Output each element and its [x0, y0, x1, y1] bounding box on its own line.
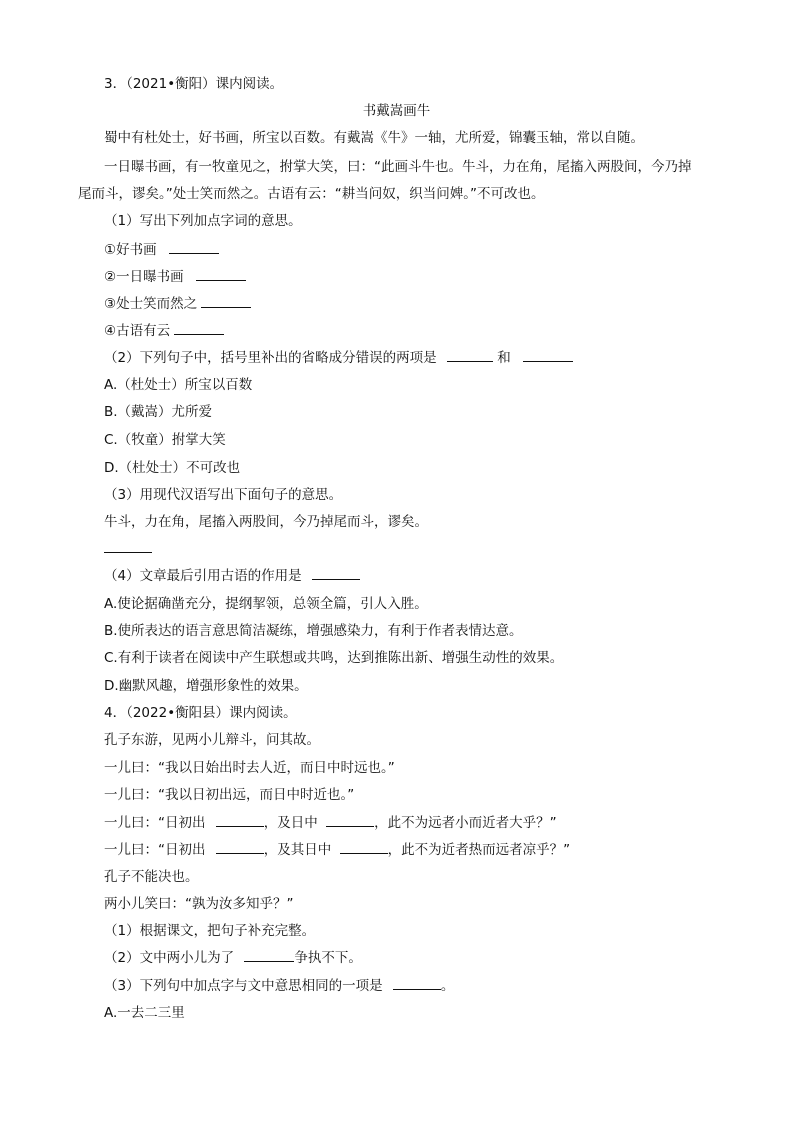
q4-sub3-prompt: （3）下列句中加点字与文中意思相同的一项是 。: [104, 978, 455, 994]
answer-blank[interactable]: [340, 852, 388, 854]
q3-sub2-option-a: A.（杜处士）所宝以百数: [104, 377, 253, 393]
passage-paragraph-2-line-2: 尾而斗，谬矣。”处士笑而然之。古语有云：“耕当问奴，织当问婢。”不可改也。: [78, 186, 545, 202]
q4-line-2: 一儿曰：“我以日始出时去人近，而日中时远也。”: [104, 760, 395, 776]
q4-line-5: 一儿曰：“日初出 ，及其日中 ，此不为近者热而远者凉乎？”: [104, 842, 571, 858]
q4-line-3: 一儿曰：“我以日初出远，而日中时近也。”: [104, 787, 355, 803]
answer-blank[interactable]: [174, 333, 224, 335]
q3-sub1-item-3: ③处士笑而然之: [104, 294, 251, 314]
answer-blank[interactable]: [169, 252, 219, 254]
answer-blank[interactable]: [196, 279, 246, 281]
q3-sub3-sentence: 牛斗，力在角，尾搐入两股间，今乃掉尾而斗，谬矣。: [104, 514, 428, 530]
q4-line-4: 一儿曰：“日初出 ，及日中 ，此不为远者小而近者大乎？”: [104, 815, 557, 831]
q3-sub1-item-1: ①好书画: [104, 240, 219, 260]
q3-sub1-item-2: ②一日曝书画: [104, 267, 246, 287]
answer-blank[interactable]: [104, 551, 152, 553]
q3-sub2-option-b: B.（戴嵩）尤所爱: [104, 404, 213, 420]
answer-blank[interactable]: [326, 825, 374, 827]
answer-blank[interactable]: [523, 360, 573, 362]
answer-blank[interactable]: [447, 360, 493, 362]
q3-sub4-prompt: （4）文章最后引用古语的作用是: [104, 566, 360, 586]
q3-sub1-prompt: （1）写出下列加点字词的意思。: [104, 213, 302, 229]
q3-sub3-answer-line: [104, 539, 152, 559]
q3-sub4-option-d: D.幽默风趣，增强形象性的效果。: [104, 678, 308, 694]
q4-sub3-option-a: A.一去二三里: [104, 1005, 185, 1021]
q3-sub3-prompt: （3）用现代汉语写出下面句子的意思。: [104, 487, 343, 503]
q4-sub1-prompt: （1）根据课文，把句子补充完整。: [104, 923, 316, 939]
answer-blank[interactable]: [216, 852, 264, 854]
q3-sub2-prompt: （2）下列句子中，括号里补出的省略成分错误的两项是 和: [104, 348, 573, 368]
q3-sub2-option-c: C.（牧童）拊掌大笑: [104, 432, 226, 448]
q3-sub1-item-4: ④古语有云: [104, 321, 224, 341]
q3-sub4-option-c: C.有利于读者在阅读中产生联想或共鸣，达到推陈出新、增强生动性的效果。: [104, 650, 564, 666]
q3-header: 3．（2021•衡阳）课内阅读。: [104, 76, 284, 92]
passage-paragraph-2-line-1: 一日曝书画，有一牧童见之，拊掌大笑，曰：“此画斗牛也。牛斗，力在角，尾搐入两股间，今乃掉: [104, 159, 692, 175]
answer-blank[interactable]: [216, 825, 264, 827]
q4-header: 4．（2022•衡阳县）课内阅读。: [104, 705, 297, 721]
q4-sub2-prompt: （2）文中两小儿为了 争执不下。: [104, 950, 362, 966]
q3-sub2-option-d: D.（杜处士）不可改也: [104, 460, 241, 476]
q4-line-6: 孔子不能决也。: [104, 869, 199, 885]
passage-paragraph-1: 蜀中有杜处士，好书画，所宝以百数。有戴嵩《牛》一轴，尤所爱，锦囊玉轴，常以自随。: [104, 130, 644, 146]
q4-line-1: 孔子东游，见两小儿辩斗，问其故。: [104, 732, 320, 748]
answer-blank[interactable]: [201, 306, 251, 308]
q4-line-7: 两小儿笑曰：“孰为汝多知乎？”: [104, 896, 294, 912]
q3-sub4-option-a: A.使论据确凿充分，提纲挈领，总领全篇，引人入胜。: [104, 596, 428, 612]
passage-title: 书戴嵩画牛: [362, 103, 431, 119]
answer-blank[interactable]: [244, 960, 294, 962]
answer-blank[interactable]: [393, 988, 441, 990]
q3-sub4-option-b: B.使所表达的语言意思简洁凝练，增强感染力，有利于作者表情达意。: [104, 623, 523, 639]
answer-blank[interactable]: [312, 578, 360, 580]
